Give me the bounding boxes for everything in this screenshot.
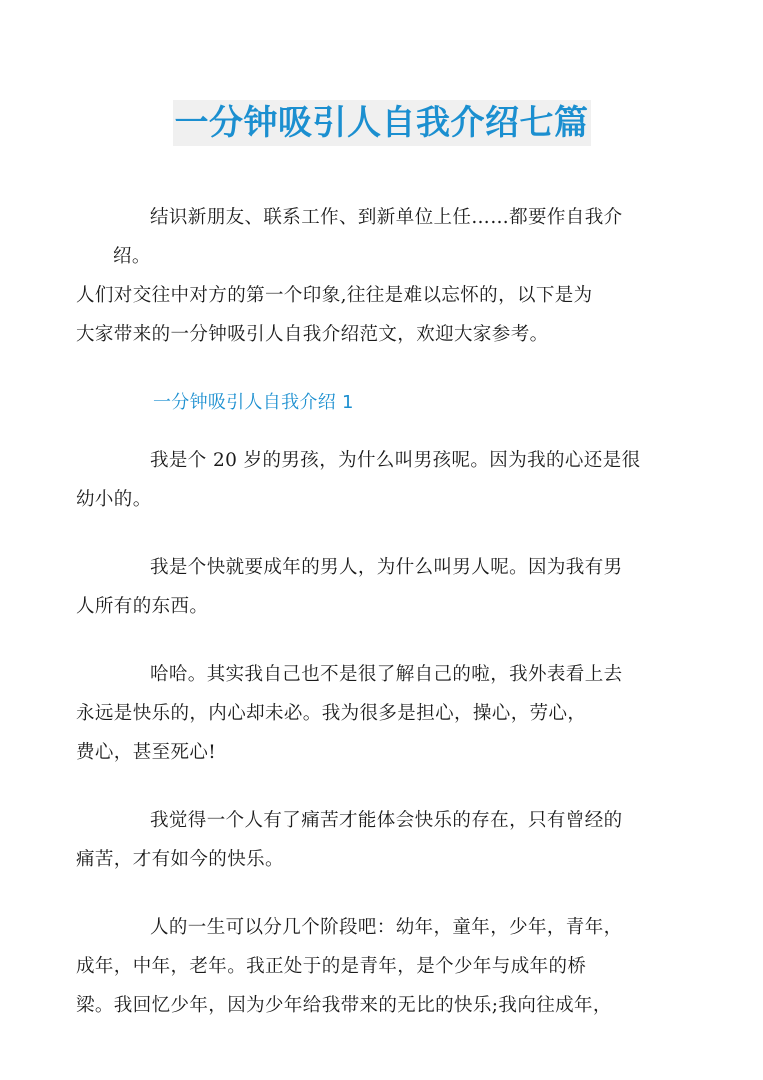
text-line: 成年，中年，老年。我正处于的是青年，是个少年与成年的桥 xyxy=(76,956,587,977)
body-paragraph xyxy=(76,801,653,879)
text-line: 永远是快乐的，内心却未必。我为很多是担心，操心，劳心， xyxy=(76,703,587,724)
text-line: 梁。我回忆少年，因为少年给我带来的无比的快乐;我向往成年， xyxy=(76,995,612,1016)
document-title: 一分钟吸引人自我介绍七篇 xyxy=(173,100,591,146)
title-container xyxy=(0,100,763,146)
body-paragraph xyxy=(76,908,653,1025)
text-line: 人的一生可以分几个阶段吧：幼年，童年，少年，青年， xyxy=(150,917,623,938)
text-line: 结识新朋友、联系工作、到新单位上任……都要作自我介绍。 xyxy=(113,207,623,267)
text-line: 人所有的东西。 xyxy=(76,596,209,617)
section-heading: 一分钟吸引人自我介绍 1 xyxy=(153,392,354,413)
text-line: 大家带来的一分钟吸引人自我介绍范文，欢迎大家参考。 xyxy=(76,324,549,345)
body-paragraph xyxy=(76,441,653,519)
text-line: 幼小的。 xyxy=(76,489,152,510)
text-line: 费心，甚至死心! xyxy=(76,742,217,763)
text-line: 人们对交往中对方的第一个印象,往往是难以忘怀的，以下是为 xyxy=(76,285,593,306)
text-line: 我是个 20 岁的男孩，为什么叫男孩呢。因为我的心还是很 xyxy=(150,450,641,471)
text-line: 我觉得一个人有了痛苦才能体会快乐的存在，只有曾经的 xyxy=(150,810,623,831)
text-line: 痛苦，才有如今的快乐。 xyxy=(76,849,284,870)
text-line: 哈哈。其实我自己也不是很了解自己的啦，我外表看上去 xyxy=(150,664,623,685)
text-line: 我是个快就要成年的男人，为什么叫男人呢。因为我有男 xyxy=(150,557,623,578)
document-body xyxy=(76,198,653,1054)
intro-paragraph xyxy=(76,198,653,354)
body-paragraph xyxy=(76,548,653,626)
body-paragraph xyxy=(76,655,653,772)
